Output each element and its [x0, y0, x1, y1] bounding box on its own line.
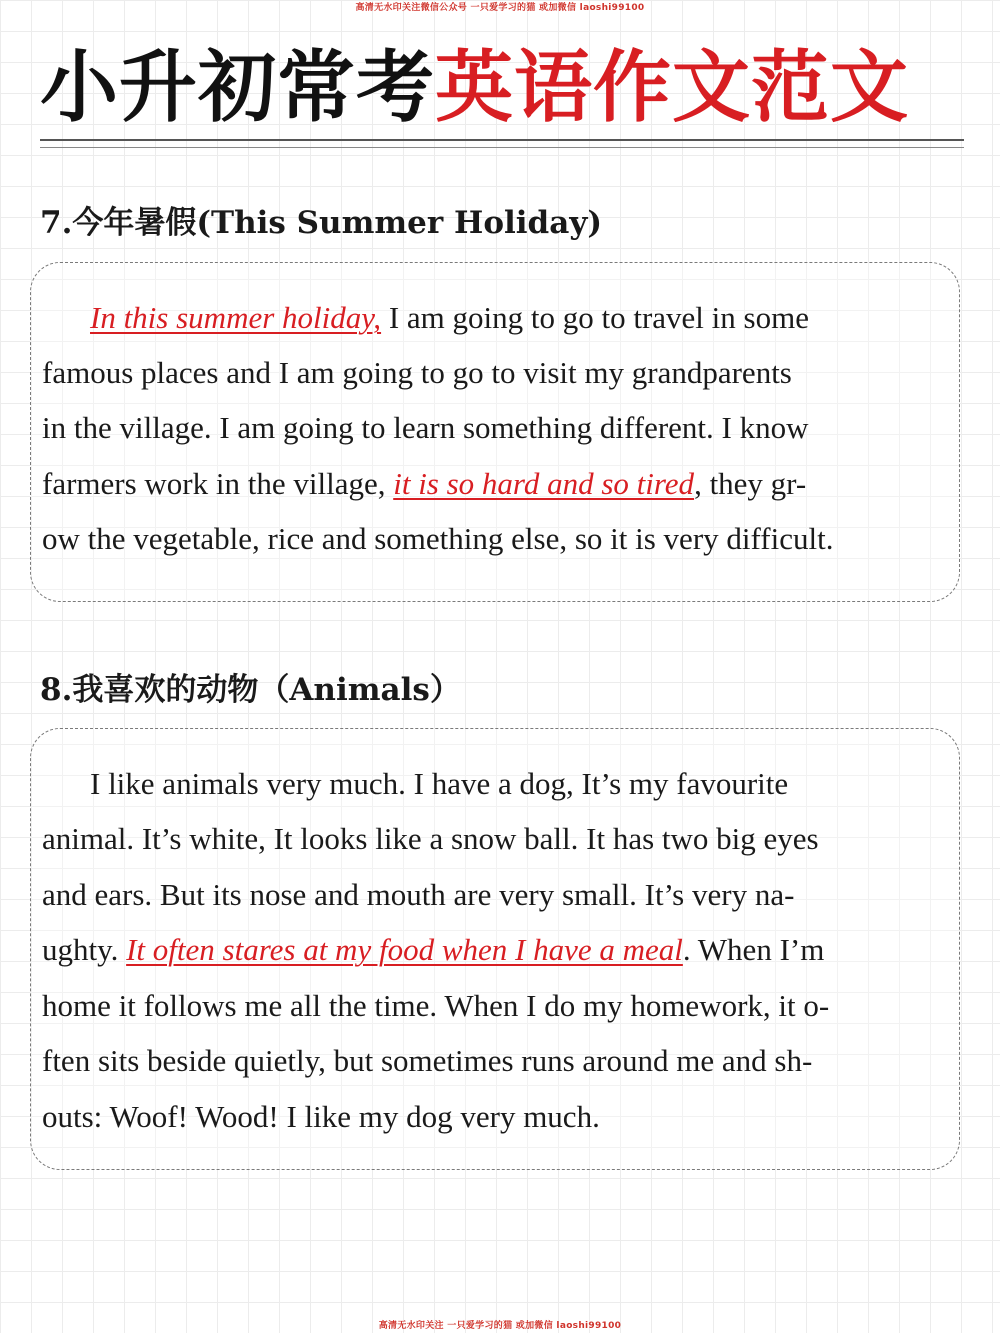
watermark-bottom: 高清无水印关注 一只爱学习的猫 或加微信 laoshi99100	[378, 1321, 622, 1331]
title-divider-thin	[40, 147, 964, 148]
essay-line: in the village. I am going to learn something different. I know	[42, 410, 809, 445]
section-heading-animals: 8.我喜欢的动物（Animals）	[40, 672, 461, 708]
page-title	[40, 38, 970, 138]
essay-line: and ears. But its nose and mouth are very small. It’s very na-	[42, 877, 795, 912]
highlighted-phrase: it is so hard and so tired	[393, 466, 695, 501]
essay-line: famous places and I am going to go to visit my grandparents	[42, 355, 792, 390]
essay-line: home it follows me all the time. When I do my homework, it o-	[42, 988, 830, 1023]
essay-line: In this summer holiday, I am going to go to travel in some	[90, 300, 809, 335]
essay-line: farmers work in the village, it is so hard and so tired, they gr-	[42, 466, 807, 501]
essay-line: ughty. It often stares at my food when I have a meal. When I’m	[42, 932, 825, 967]
essay-line: outs: Woof! Wood! I like my dog very much.	[42, 1099, 600, 1134]
essay-line: ften sits beside quietly, but sometimes runs around me and sh-	[42, 1043, 813, 1078]
essay-line: I like animals very much. I have a dog, It’s my favourite	[90, 766, 789, 801]
title-divider-thick	[40, 139, 964, 141]
highlighted-phrase: It often stares at my food when I have a meal	[126, 932, 683, 967]
essay-line: animal. It’s white, It looks like a snow ball. It has two big eyes	[42, 821, 819, 856]
watermark-top: 高清无水印关注微信公众号 一只爱学习的猫 或加微信 laoshi99100	[355, 3, 645, 13]
essay-line: ow the vegetable, rice and something else, so it is very difficult.	[42, 521, 834, 556]
title-red-part: 英语作文范文	[435, 42, 910, 133]
title-black-part: 小升初常考	[40, 42, 436, 133]
highlighted-phrase: In this summer holiday,	[90, 300, 382, 335]
section-heading-summer-holiday: 7.今年暑假(This Summer Holiday)	[40, 205, 602, 241]
